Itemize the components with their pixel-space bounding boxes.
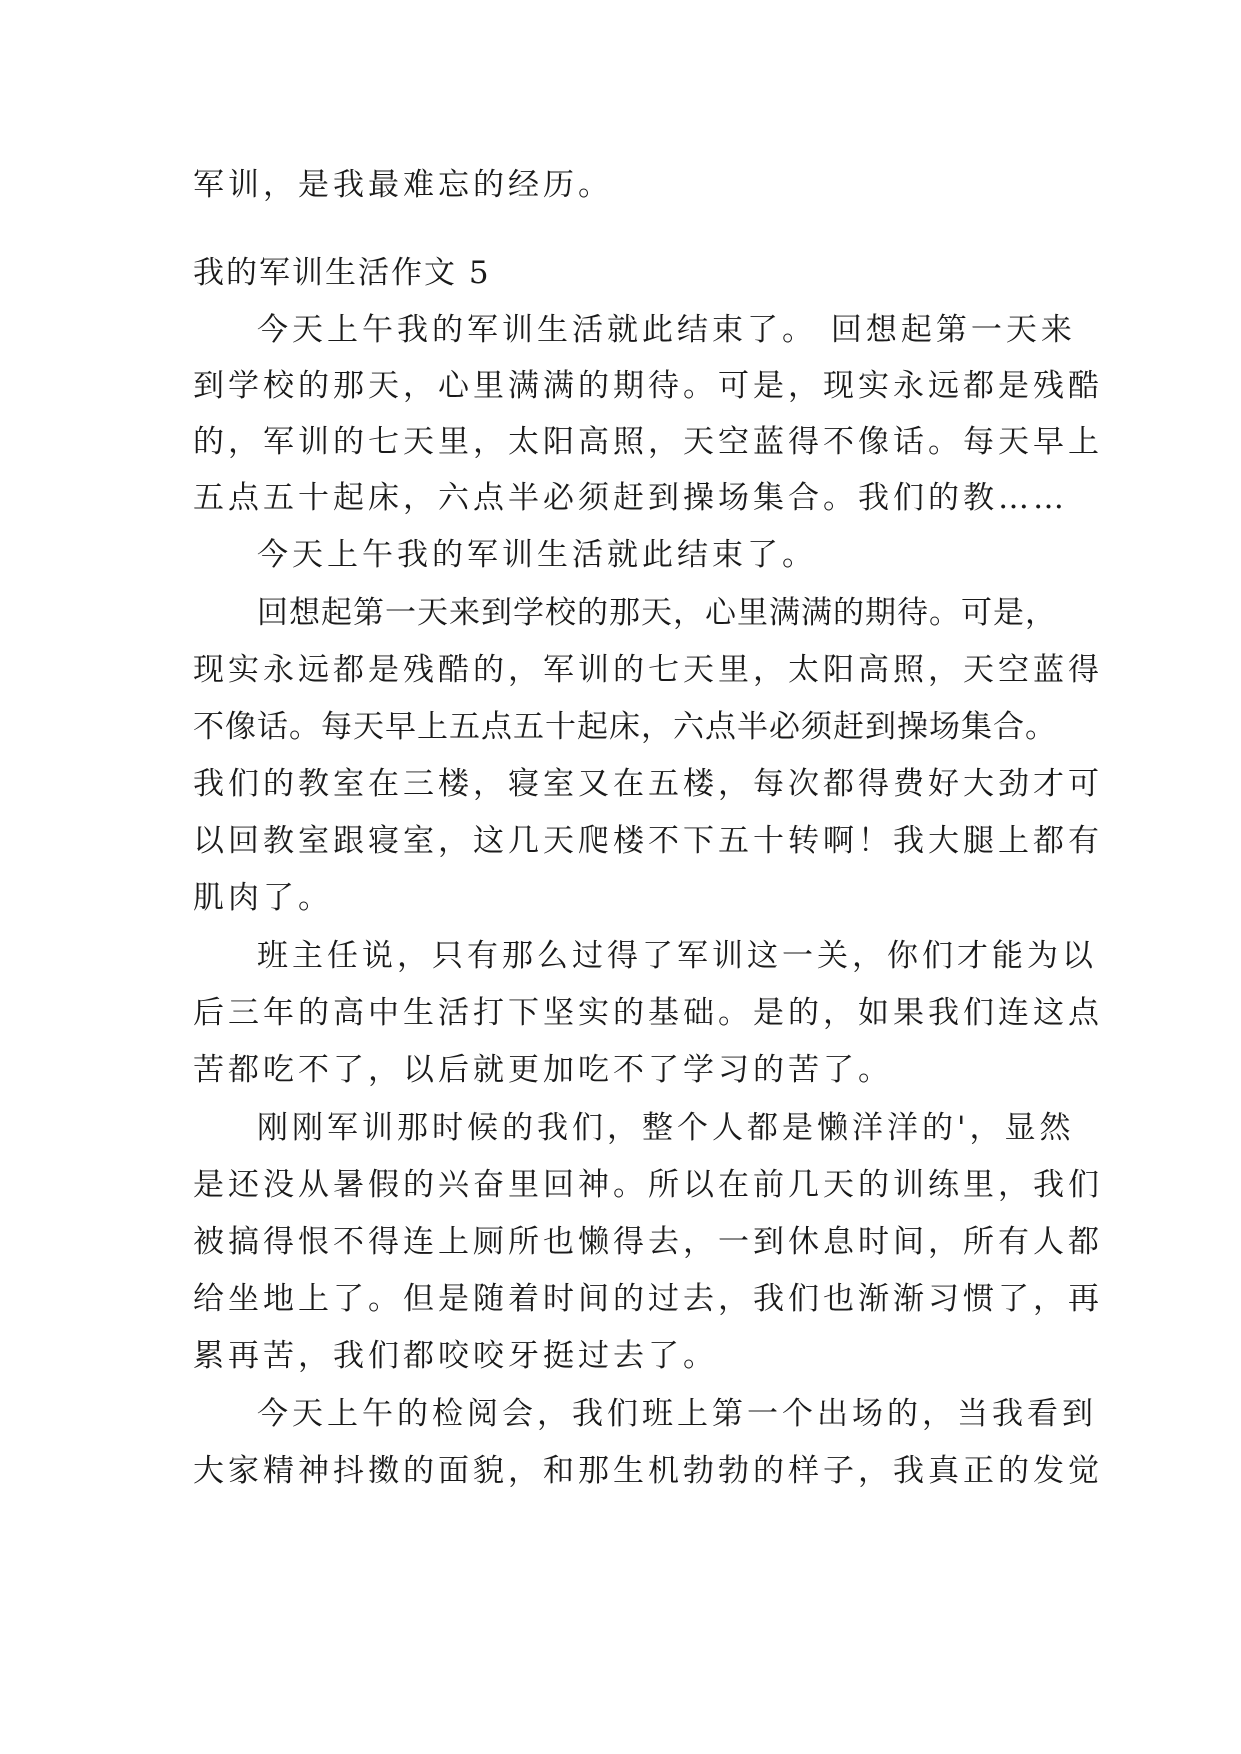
paragraph-3-line-1: 班主任说，只有那么过得了军训这一关，你们才能为以 [257,938,1097,974]
paragraph-1-line-1: 今天上午我的军训生活就此结束了。 [257,537,817,573]
paragraph-2-line-4: 我们的教室在三楼，寝室又在五楼，每次都得费好大劲才可 [193,766,1103,802]
paragraph-2-line-5: 以回教室跟寝室，这几天爬楼不下五十转啊！我大腿上都有 [193,823,1103,859]
paragraph-5-line-1: 今天上午的检阅会，我们班上第一个出场的，当我看到 [257,1396,1097,1432]
section-title: 我的军训生活作文 5 [193,255,491,291]
closing-sentence: 军训，是我最难忘的经历。 [193,167,613,203]
paragraph-4-line-3: 被搞得恨不得连上厕所也懒得去，一到休息时间，所有人都 [193,1224,1103,1260]
paragraph-3-line-3: 苦都吃不了，以后就更加吃不了学习的苦了。 [193,1052,893,1088]
paragraph-3-line-2: 后三年的高中生活打下坚实的基础。是的，如果我们连这点 [193,995,1103,1031]
summary-line-2: 到学校的那天，心里满满的期待。可是，现实永远都是残酷 [193,368,1103,404]
summary-line-1: 今天上午我的军训生活就此结束了。 回想起第一天来 [257,312,1076,348]
summary-line-3: 的，军训的七天里，太阳高照，天空蓝得不像话。每天早上 [193,424,1103,460]
paragraph-2-line-1: 回想起第一天来到学校的那天，心里满满的期待。可是， [257,595,1057,631]
paragraph-2-line-6: 肌肉了。 [193,880,333,916]
paragraph-4-line-4: 给坐地上了。但是随着时间的过去，我们也渐渐习惯了，再 [193,1281,1103,1317]
paragraph-4-line-1: 刚刚军训那时候的我们，整个人都是懒洋洋的'，显然 [257,1110,1075,1146]
paragraph-2-line-2: 现实永远都是残酷的，军训的七天里，太阳高照，天空蓝得 [193,652,1103,688]
paragraph-5-line-2: 大家精神抖擞的面貌，和那生机勃勃的样子，我真正的发觉 [193,1453,1103,1489]
paragraph-4-line-2: 是还没从暑假的兴奋里回神。所以在前几天的训练里，我们 [193,1167,1103,1203]
paragraph-2-line-3: 不像话。每天早上五点五十起床，六点半必须赶到操场集合。 [193,709,1057,745]
paragraph-4-line-5: 累再苦，我们都咬咬牙挺过去了。 [193,1338,718,1374]
summary-line-4: 五点五十起床，六点半必须赶到操场集合。我们的教…… [193,480,1068,516]
